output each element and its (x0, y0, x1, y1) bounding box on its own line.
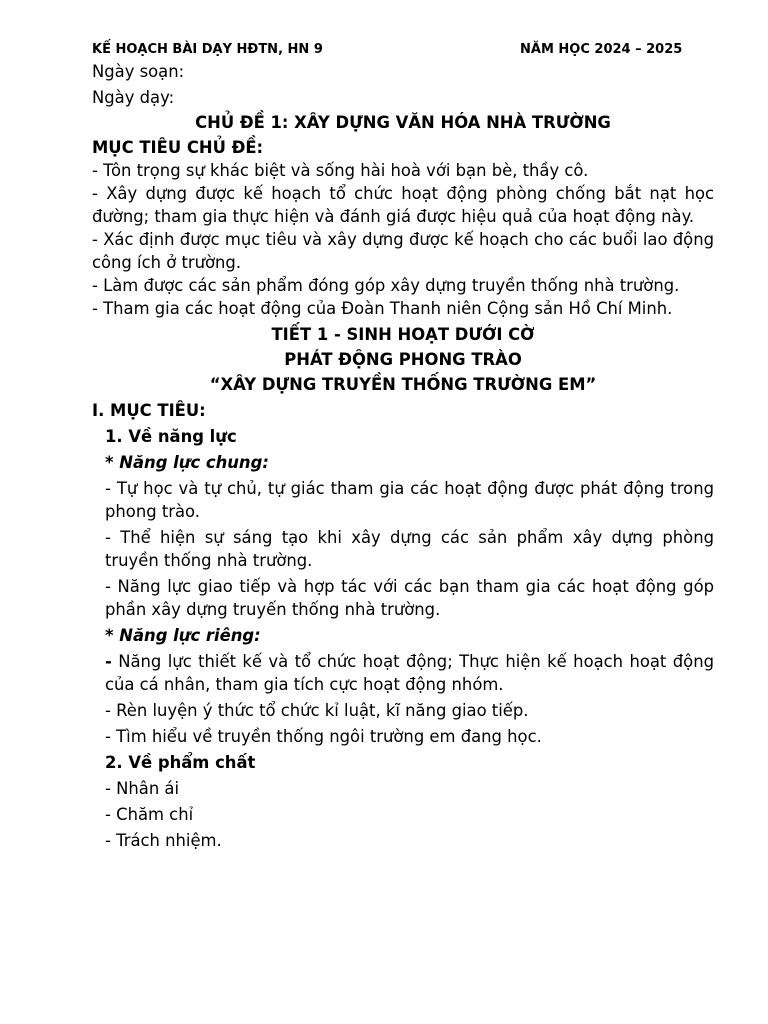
topic-title: CHỦ ĐỀ 1: XÂY DỰNG VĂN HÓA NHÀ TRƯỜNG (195, 113, 611, 132)
topic-objective-item: - Làm được các sản phẩm đóng góp xây dựng truyền thống nhà trường. (92, 276, 680, 295)
subsection-qualities-heading: 2. Về phẩm chất (105, 753, 256, 772)
lesson-title-line1: TIẾT 1 - SINH HOẠT DƯỚI CỜ (271, 325, 535, 344)
general-competence-item: - Tự học và tự chủ, tự giác tham gia các hoạt động được phát động trong phong trào. (105, 479, 714, 521)
quality-item: - Trách nhiệm. (105, 831, 222, 850)
quality-item: - Nhân ái (105, 779, 180, 798)
header-left: KẾ HOẠCH BÀI DẠY HĐTN, HN 9 (92, 42, 323, 57)
specific-competence-item (92, 650, 714, 696)
document-body (92, 60, 714, 852)
topic-objective-item: - Tôn trọng sự khác biệt và sống hài hoà với bạn bè, thầy cô. (92, 161, 589, 180)
lesson-title-line3: “XÂY DỰNG TRUYỀN THỐNG TRƯỜNG EM” (209, 375, 597, 394)
lesson-title-line2: PHÁT ĐỘNG PHONG TRÀO (284, 350, 522, 369)
specific-competence-item: - Tìm hiểu về truyền thống ngôi trường em đang học. (105, 727, 542, 746)
subsection-competence-heading: 1. Về năng lực (105, 427, 237, 446)
general-competence-item: - Năng lực giao tiếp và hợp tác với các bạn tham gia các hoạt động góp phần xây dựng truyến thống nhà trường. (105, 577, 714, 619)
quality-item: - Chăm chỉ (105, 805, 194, 824)
header-right: NĂM HỌC 2024 – 2025 (520, 42, 683, 57)
specific-competence-text: Năng lực thiết kế và tổ chức hoạt động; Thực hiện kế hoạch hoạt động của cá nhân, tham gia tích cực hoạt động nhóm. (105, 652, 714, 694)
section-objectives-heading: I. MỤC TIÊU: (92, 401, 206, 420)
topic-objective-item: - Xác định được mục tiêu và xây dựng được kế hoạch cho các buổi lao động công ích ở trường. (92, 230, 714, 272)
ngay-soan-label: Ngày soạn: (92, 62, 185, 81)
specific-competence-item: - Rèn luyện ý thức tổ chức kỉ luật, kĩ năng giao tiếp. (105, 701, 529, 720)
topic-objective-item: - Xây dựng được kế hoạch tổ chức hoạt động phòng chống bắt nạt học đường; tham gia thực hiện và đánh giá được hiệu quả của hoạt động này. (92, 184, 714, 226)
topic-objective-item: - Tham gia các hoạt động của Đoàn Thanh niên Cộng sản Hồ Chí Minh. (92, 299, 673, 318)
bold-dash: - (105, 652, 112, 671)
ngay-day-label: Ngày dạy: (92, 88, 175, 107)
specific-competence-heading: * Năng lực riêng: (105, 626, 261, 645)
topic-objectives-heading: MỤC TIÊU CHỦ ĐỀ: (92, 138, 264, 157)
general-competence-heading: * Năng lực chung: (105, 453, 269, 472)
general-competence-item: - Thể hiện sự sáng tạo khi xây dựng các sản phẩm xây dựng phòng truyền thống nhà trường. (105, 528, 714, 570)
